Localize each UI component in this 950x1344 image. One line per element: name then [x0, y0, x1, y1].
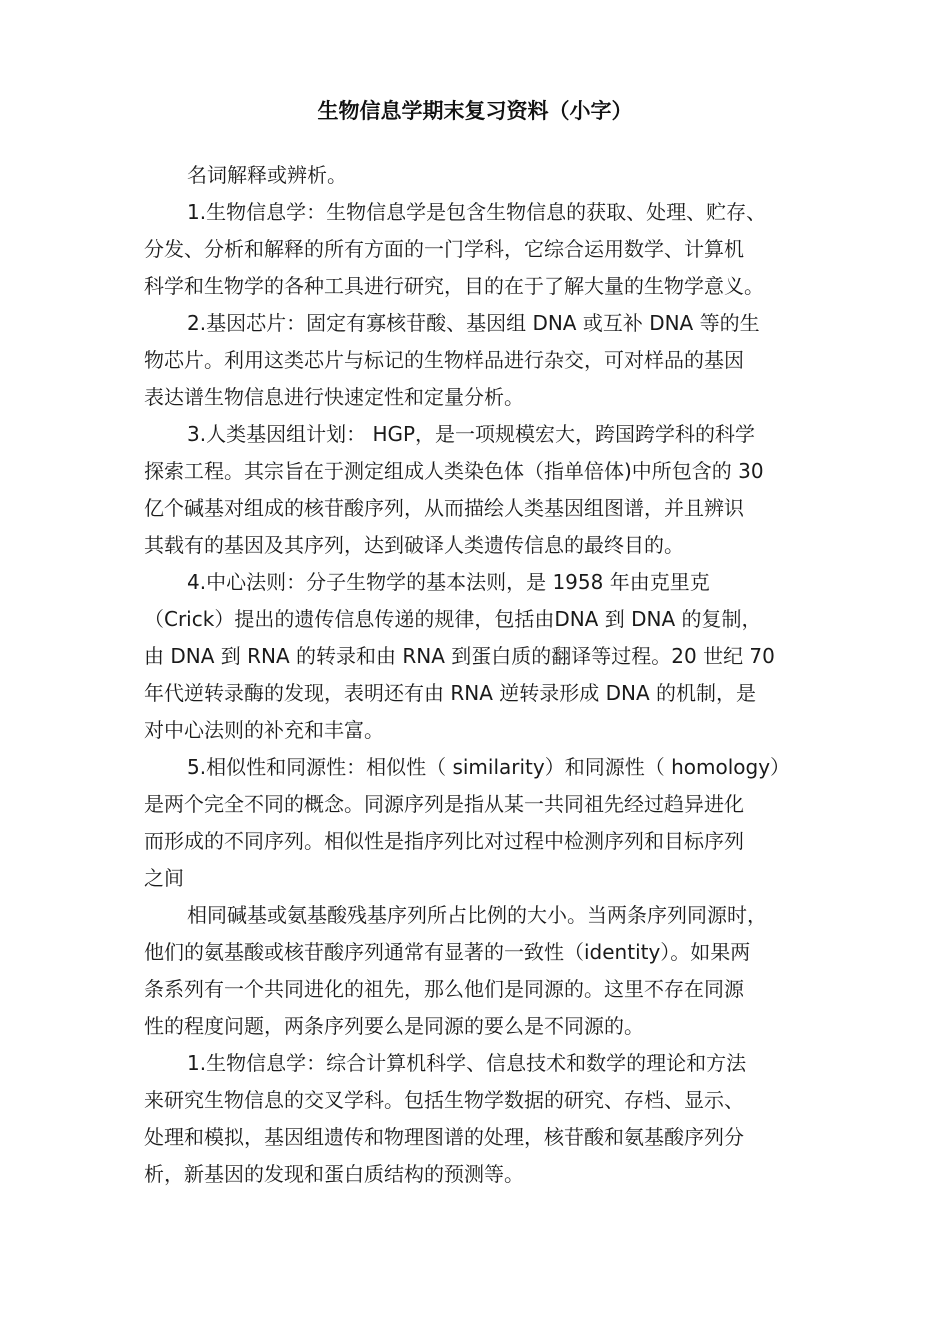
text-line: 来研究生物信息的交叉学科。包括生物学数据的研究、存档、显示、 [144, 1088, 744, 1112]
text-line: 表达谱生物信息进行快速定性和定量分析。 [144, 385, 524, 409]
text-line: 由 DNA 到 RNA 的转录和由 RNA 到蛋白质的翻译等过程。20 世纪 70 [144, 644, 775, 668]
text-line: （Crick）提出的遗传信息传递的规律，包括由DNA 到 DNA 的复制， [144, 607, 762, 631]
text-line: 1.生物信息学：生物信息学是包含生物信息的获取、处理、贮存、 [187, 200, 767, 224]
document-body [144, 157, 810, 1193]
text-line: 5.相似性和同源性：相似性（ similarity）和同源性（ homology） [187, 755, 791, 779]
text-line: 而形成的不同序列。相似性是指序列比对过程中检测序列和目标序列 [144, 829, 744, 853]
text-line: 1.生物信息学：综合计算机科学、信息技术和数学的理论和方法 [187, 1051, 747, 1075]
text-line: 3.人类基因组计划： HGP，是一项规模宏大，跨国跨学科的科学 [187, 422, 756, 446]
text-line: 其载有的基因及其序列，达到破译人类遗传信息的最终目的。 [144, 533, 684, 557]
text-line: 2.基因芯片：固定有寡核苷酸、基因组 DNA 或互补 DNA 等的生 [187, 311, 760, 335]
text-line: 析，新基因的发现和蛋白质结构的预测等。 [144, 1162, 524, 1186]
text-line: 相同碱基或氨基酸残基序列所占比例的大小。当两条序列同源时， [187, 903, 767, 927]
text-line: 物芯片。利用这类芯片与标记的生物样品进行杂交，可对样品的基因 [144, 348, 744, 372]
text-line: 他们的氨基酸或核苷酸序列通常有显著的一致性（identity）。如果两 [144, 940, 751, 964]
text-line: 条系列有一个共同进化的祖先，那么他们是同源的。这里不存在同源 [144, 977, 744, 1001]
text-line: 科学和生物学的各种工具进行研究，目的在于了解大量的生物学意义。 [144, 274, 764, 298]
document-title: 生物信息学期末复习资料（小字） [317, 99, 633, 123]
text-line: 分发、分析和解释的所有方面的一门学科，它综合运用数学、计算机 [144, 237, 744, 261]
text-line: 之间 [144, 866, 184, 890]
text-line: 亿个碱基对组成的核苷酸序列，从而描绘人类基因组图谱，并且辨识 [144, 496, 744, 520]
text-line: 处理和模拟，基因组遗传和物理图谱的处理，核苷酸和氨基酸序列分 [144, 1125, 744, 1149]
text-line: 名词解释或辨析。 [187, 163, 347, 187]
text-line: 4.中心法则：分子生物学的基本法则，是 1958 年由克里克 [187, 570, 710, 594]
text-line: 是两个完全不同的概念。同源序列是指从某一共同祖先经过趋异进化 [144, 792, 744, 816]
text-line: 对中心法则的补充和丰富。 [144, 718, 384, 742]
text-line: 探索工程。其宗旨在于测定组成人类染色体（指单倍体)中所包含的 30 [144, 459, 764, 483]
text-line: 性的程度问题，两条序列要么是同源的要么是不同源的。 [144, 1014, 644, 1038]
text-line: 年代逆转录酶的发现，表明还有由 RNA 逆转录形成 DNA 的机制，是 [144, 681, 757, 705]
